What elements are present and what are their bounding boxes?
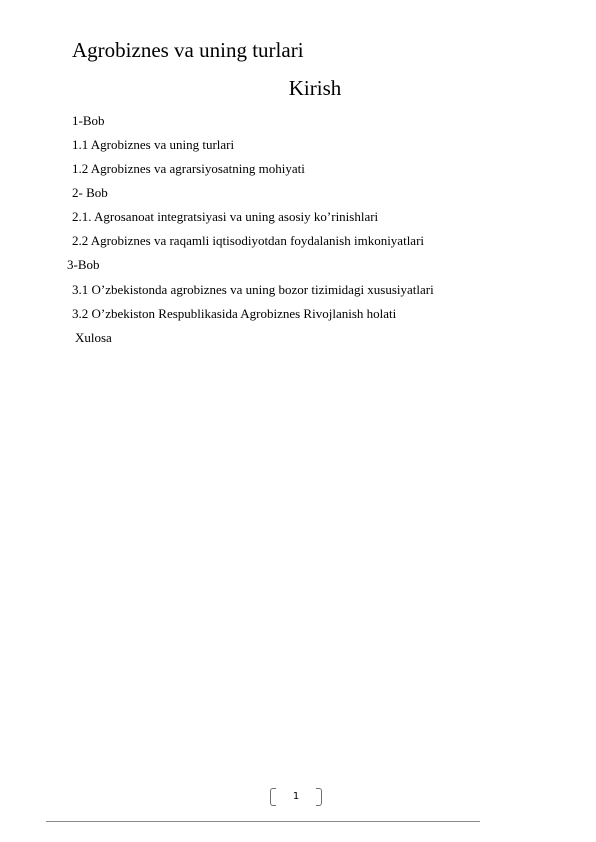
toc-item-1-1: 1.1 Agrobiznes va uning turlari [72,137,235,152]
toc-item-2-2: 2.2 Agrobiznes va raqamli iqtisodiyotdan foydalanish imkoniyatlari [72,233,425,248]
footer-divider [46,821,480,822]
toc-item-3-1: 3.1 O’zbekistonda agrobiznes va uning bozor tizimidagi xususiyatlari [72,282,434,297]
section-title: Kirish [288,76,342,100]
page-number: 1 [292,791,300,802]
page-number-box [270,788,322,808]
toc-chapter-2: 2- Bob [72,185,108,200]
document-title: Agrobiznes va uning turlari [72,38,304,62]
toc-item-3-2: 3.2 O’zbekiston Respublikasida Agrobiznes Rivojlanish holati [72,306,397,321]
toc-chapter-3: 3-Bob [67,257,100,272]
toc-item-2-1: 2.1. Agrosanoat integratsiyasi va uning asosiy ko’rinishlari [72,209,379,224]
toc-conclusion: Xulosa [75,330,112,345]
right-bracket-icon [316,788,322,806]
toc-item-1-2: 1.2 Agrobiznes va agrarsiyosatning mohiyati [72,161,305,176]
toc-chapter-1: 1-Bob [72,113,105,128]
